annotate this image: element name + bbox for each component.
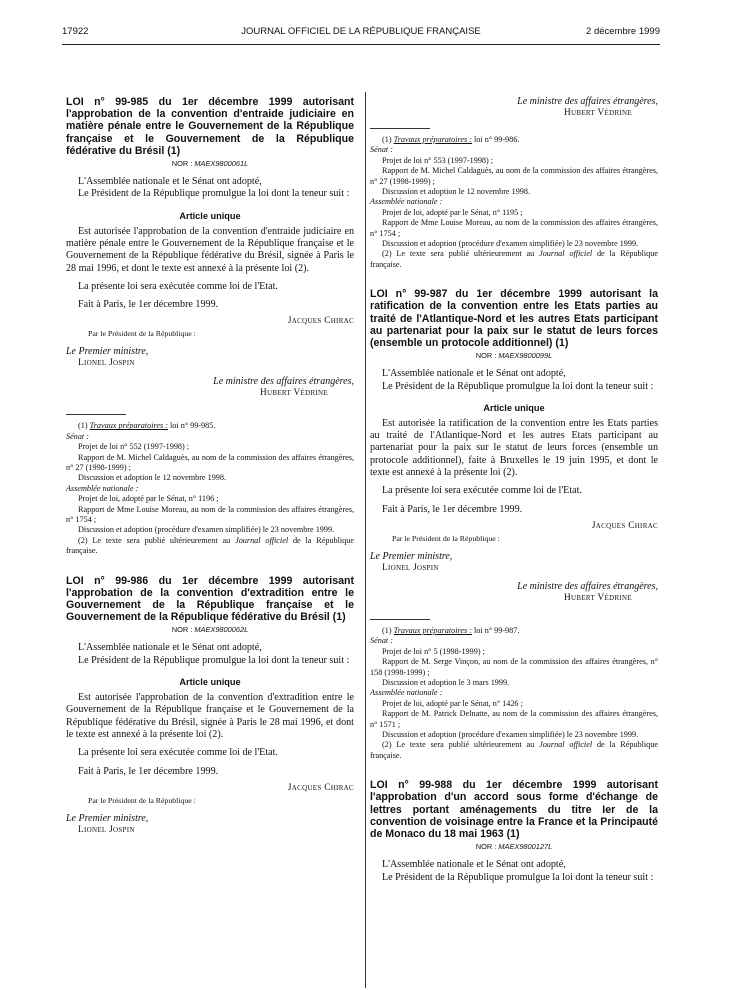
nor-code: MAEX9800099L [498,351,553,361]
assemblee-note: Projet de loi, adopté par le Sénat, n° 1195 ; [382,207,523,217]
left-column [66,96,354,835]
intro-promulgation: Le Président de la République promulgue la loi dont la teneur suit : [382,871,654,883]
publication-note: (2) Le texte sera publié ultérieurement au Journal officiel de la République française. [66,535,355,556]
page-number: 17922 [62,26,89,37]
execution-clause: La présente loi sera exécutée comme loi de l'Etat. [78,747,278,759]
assemblee-note: Discussion et adoption (procédure d'examen simplifiée) le 23 novembre 1999. [382,239,639,249]
law-section-985 [66,96,354,557]
travaux-label: Travaux préparatoires : [393,625,472,635]
law-title: LOI n° 99-985 du 1er décembre 1999 autorisant l'approbation de la convention d'entraide judiciaire en matière pénale entre le Gouvernement de la République française et le Gouvernement de la République fédérative du Brésil (1) [66,96,354,157]
header-rule [62,44,660,45]
senat-note: Rapport de M. Michel Caldaguès, au nom de la commission des affaires étrangères, n° 27 (1998-1999) ; [370,166,658,186]
travaux-note: (1) Travaux préparatoires : loi n° 99-986. [382,135,520,144]
intro-adopted: L'Assemblée nationale et le Sénat ont adopté, [78,642,262,654]
intro-adopted: L'Assemblée nationale et le Sénat ont adopté, [382,859,566,871]
president-signature: Jacques Chirac [591,520,658,531]
senat-note: Projet de loi n° 553 (1997-1998) ; [382,155,494,165]
article-text: Est autorisée l'approbation de la convention d'extradition entre le Gouvernement de la République française et le Gouvernement de la République fédérative du Brésil, signée à Paris le 28 mai 1996, et dont le texte est annexé à la présente loi (2). [66,692,354,740]
law-title: LOI n° 99-987 du 1er décembre 1999 autorisant la ratification de la convention entre les Etats parties au traité de l'Atlantique-Nord et les autres Etats participant au partenariat pour la paix sur le statut de leurs forces (ensemble un protocole additionnel) (1) [370,288,658,350]
footnote-rule [66,414,126,415]
page-header [62,26,660,40]
article-heading: Article unique [483,402,545,413]
president-signature: Jacques Chirac [287,316,354,327]
prime-minister-title: Le Premier ministre, [66,346,149,358]
intro-promulgation: Le Président de la République promulgue la loi dont la teneur suit : [78,188,350,200]
issue-date: 2 décembre 1999 [586,26,660,37]
nor-reference [370,351,658,361]
done-at: Fait à Paris, le 1er décembre 1999. [78,299,219,311]
law-section-987 [370,288,658,761]
nor-label: NOR : [475,842,497,852]
intro-adopted: L'Assemblée nationale et le Sénat ont adopté, [78,176,262,188]
assemblee-note: Projet de loi, adopté par le Sénat, n° 1196 ; [78,494,219,504]
assemblee-heading: Assemblée nationale : [370,688,443,698]
prime-minister-name: Lionel Jospin [78,358,135,369]
by-president-label: Par le Président de la République : [392,533,500,543]
assemblee-note: Discussion et adoption (procédure d'examen simplifiée) le 23 novembre 1999. [382,730,639,740]
senat-heading: Sénat : [370,145,393,155]
assemblee-note: Projet de loi, adopté par le Sénat, n° 1426 ; [382,698,523,708]
travaux-label: Travaux préparatoires : [89,421,168,431]
travaux-note: (1) Travaux préparatoires : loi n° 99-987. [382,625,520,635]
nor-reference [66,625,354,635]
senat-heading: Sénat : [66,431,89,441]
senat-note: Projet de loi n° 552 (1997-1998) ; [78,442,190,452]
nor-reference [66,159,354,169]
minister-title: Le ministre des affaires étrangères, [517,580,658,592]
footnote-rule [370,619,430,620]
execution-clause: La présente loi sera exécutée comme loi de l'Etat. [78,280,278,292]
senat-note: Rapport de M. Serge Vinçon, au nom de la commission des affaires étrangères, n° 158 (1998-1999) ; [370,657,658,677]
intro-promulgation: Le Président de la République promulgue la loi dont la teneur suit : [78,654,350,666]
footnotes [370,135,658,270]
minister-name: Hubert Védrine [564,592,632,603]
journal-title: JOURNAL OFFICIEL DE LA RÉPUBLIQUE FRANÇAISE [241,26,481,37]
article-heading: Article unique [179,210,241,221]
nor-code: MAEX9800062L [194,625,249,635]
nor-label: NOR : [475,351,497,361]
footnote-rule [370,128,430,129]
senat-heading: Sénat : [370,636,393,646]
assemblee-heading: Assemblée nationale : [370,197,443,207]
travaux-label: Travaux préparatoires : [393,135,472,144]
law-section-986-continued [370,96,658,270]
nor-code: MAEX9800061L [194,159,249,169]
prime-minister-name: Lionel Jospin [78,824,135,835]
senat-note: Projet de loi n° 5 (1998-1999) ; [382,646,485,656]
senat-note: Discussion et adoption le 3 mars 1999. [382,678,510,687]
publication-note: (2) Le texte sera publié ultérieurement au Journal officiel de la République française. [370,740,659,760]
senat-note: Discussion et adoption le 12 novembre 1998. [382,187,531,197]
publication-note: (2) Le texte sera publié ultérieurement au Journal officiel de la République française. [370,249,659,269]
nor-label: NOR : [171,159,193,169]
prime-minister-title: Le Premier ministre, [66,812,149,824]
article-text: Est autorisée la ratification de la convention entre les Etats parties au traité de l'Atlantique-Nord et les autres Etats participant au partenariat pour la paix sur le statut de leurs forces (ensemble un protocole additionnel), faite à Bruxelles le 19 juin 1995, et dont le texte est annexé à la présente loi (2). [370,417,658,479]
footnotes [370,626,658,761]
law-title: LOI n° 99-988 du 1er décembre 1999 autorisant l'approbation d'un accord sous forme d'échange de lettres portant aménagements du titre Ier de la convention de voisinage entre la France et la Principauté de Monaco du 18 mai 1963 (1) [370,779,658,841]
minister-title: Le ministre des affaires étrangères, [213,376,354,388]
execution-clause: La présente loi sera exécutée comme loi de l'Etat. [382,485,582,497]
by-president-label: Par le Président de la République : [88,795,196,805]
minister-title: Le ministre des affaires étrangères, [517,96,658,107]
right-column [370,96,658,884]
nor-code: MAEX9800127L [498,842,553,852]
done-at: Fait à Paris, le 1er décembre 1999. [78,765,219,777]
law-section-986 [66,575,354,835]
intro-promulgation: Le Président de la République promulgue la loi dont la teneur suit : [382,380,654,392]
assemblee-note: Rapport de Mme Louise Moreau, au nom de la commission des affaires étrangères, n° 1754 ; [66,504,354,525]
prime-minister-name: Lionel Jospin [382,562,439,573]
prime-minister-title: Le Premier ministre, [370,550,453,562]
senat-note: Discussion et adoption le 12 novembre 1998. [78,473,227,483]
nor-reference [370,842,658,852]
column-divider [365,92,366,988]
senat-note: Rapport de M. Michel Caldaguès, au nom de la commission des affaires étrangères, n° 27 (1998-1999) ; [66,452,354,473]
law-section-988 [370,779,658,884]
assemblee-note: Rapport de Mme Louise Moreau, au nom de la commission des affaires étrangères, n° 1754 ; [370,218,658,238]
president-signature: Jacques Chirac [287,782,354,793]
done-at: Fait à Paris, le 1er décembre 1999. [382,503,523,515]
minister-name: Hubert Védrine [260,388,328,399]
article-text: Est autorisée l'approbation de la convention d'entraide judiciaire en matière pénale entre le Gouvernement de la République française et le Gouvernement de la République fédérative du Brésil, signée à Paris le 28 mai 1996, et dont le texte est annexé à la présente loi (2). [66,225,354,274]
assemblee-heading: Assemblée nationale : [66,483,139,493]
by-president-label: Par le Président de la République : [88,329,196,339]
minister-name: Hubert Védrine [564,108,632,118]
intro-adopted: L'Assemblée nationale et le Sénat ont adopté, [382,368,566,380]
nor-label: NOR : [171,625,193,635]
law-title: LOI n° 99-986 du 1er décembre 1999 autorisant l'approbation de la convention d'extradition entre le Gouvernement de la République française et le Gouvernement de la République fédérative du Brésil (1) [66,574,354,624]
article-heading: Article unique [179,677,241,688]
footnotes [66,421,354,556]
travaux-note: (1) Travaux préparatoires : loi n° 99-985. [78,421,216,431]
assemblee-note: Rapport de M. Patrick Delnatte, au nom de la commission des affaires étrangères, n° 1571 ; [370,709,658,729]
assemblee-note: Discussion et adoption (procédure d'examen simplifiée) le 23 novembre 1999. [78,525,335,535]
